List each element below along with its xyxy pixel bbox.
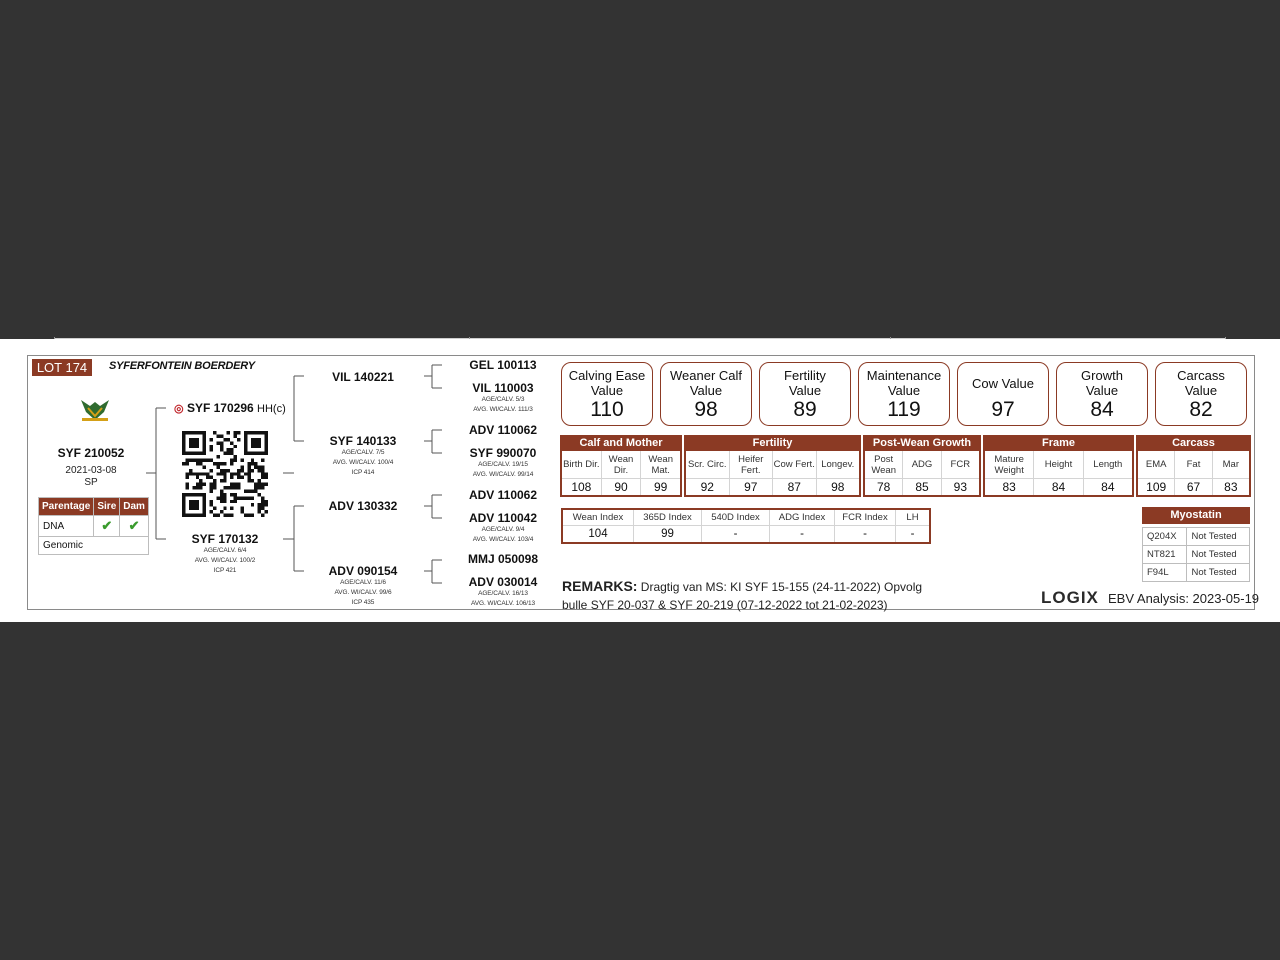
calf-mother-table	[560, 451, 682, 497]
index-cell: ADG Index -	[770, 510, 835, 542]
dam-avg-wi: AVG. WI/CALV. 100/2	[194, 557, 256, 564]
ebv-cell: Longev. 98	[817, 451, 860, 495]
carcass-value-box: Carcass Value 82	[1155, 362, 1247, 426]
check-icon: ✔	[94, 516, 120, 537]
ebv-cell: EMA 109	[1138, 451, 1175, 495]
dam-id: SYF 170132	[191, 532, 259, 546]
ggp-3: ADV 110062	[468, 423, 538, 437]
gp-dam-dam: ADV 090154	[328, 564, 398, 578]
lot-number: LOT 174	[32, 359, 92, 376]
post-wean-growth-table	[863, 451, 981, 497]
ebv-cell: Heifer Fert. 97	[730, 451, 774, 495]
group-header-frame: Frame	[983, 435, 1134, 451]
value-number: 82	[1189, 398, 1213, 421]
dna-label: DNA	[39, 516, 94, 537]
ebv-cell: ADG 85	[903, 451, 941, 495]
ggp-2: VIL 110003	[472, 381, 534, 395]
dam-age-calv: AGE/CALV. 6/4	[203, 547, 247, 554]
value-number: 84	[1090, 398, 1114, 421]
parentage-header: Parentage	[39, 498, 94, 516]
sire-header: Sire	[94, 498, 120, 516]
myostatin-table	[1142, 527, 1250, 582]
ebv-cell: FCR 93	[942, 451, 979, 495]
ggp-2-avg: AVG. WI/CALV. 111/3	[473, 406, 533, 413]
ggp-6-avg: AVG. WI/CALV. 103/4	[472, 536, 534, 543]
ebv-cell: Birth Dir. 108	[562, 451, 602, 495]
index-table	[561, 508, 931, 544]
ebv-cell: Mar 83	[1213, 451, 1249, 495]
fertility-value-box: Fertility Value 89	[759, 362, 851, 426]
ggp-6-age: AGE/CALV. 9/4	[481, 526, 525, 533]
index-cell: FCR Index -	[835, 510, 896, 542]
qr-code-icon[interactable]	[182, 431, 268, 517]
myostatin-header: Myostatin	[1142, 507, 1250, 524]
ebv-cell: Mature Weight 83	[985, 451, 1034, 495]
parentage-table	[38, 497, 149, 555]
table-row: Q204X Not Tested	[1143, 528, 1250, 546]
gp-sire-dam: SYF 140133	[329, 434, 397, 448]
dam-header: Dam	[120, 498, 149, 516]
remarks	[562, 577, 937, 614]
ebv-cell: Cow Fert. 87	[773, 451, 817, 495]
ggp-8-age: AGE/CALV. 16/13	[478, 590, 528, 597]
gp-dam-dam-age: AGE/CALV. 11/6	[340, 579, 386, 586]
ebv-cell: Wean Dir. 90	[602, 451, 642, 495]
ebv-cell: Fat 67	[1175, 451, 1212, 495]
gp-dam-dam-icp: ICP 435	[351, 599, 375, 606]
table-row: NT821 Not Tested	[1143, 546, 1250, 564]
carcass-table	[1136, 451, 1251, 497]
animal-type: SP	[84, 477, 98, 488]
group-header-carcass: Carcass	[1136, 435, 1251, 451]
index-cell: 540D Index -	[702, 510, 770, 542]
ebv-analysis-date: EBV Analysis: 2023-05-19	[1108, 591, 1260, 606]
ggp-4: SYF 990070	[469, 446, 537, 460]
sire-id: ◎ SYF 170296 HH(c)	[174, 401, 286, 415]
value-number: 89	[793, 398, 817, 421]
calving-ease-value-box: Calving Ease Value 110	[561, 362, 653, 426]
ebv-cell: Wean Mat. 99	[641, 451, 680, 495]
value-number: 119	[887, 398, 921, 421]
dam-icp: ICP 421	[213, 567, 237, 574]
group-header-calf-mother: Calf and Mother	[560, 435, 682, 451]
gp-sire-dam-age: AGE/CALV. 7/5	[341, 449, 385, 456]
index-cell: LH -	[896, 510, 929, 542]
ggp-5: ADV 110062	[468, 488, 538, 502]
frame-table	[983, 451, 1134, 497]
ggp-1: GEL 100113	[469, 358, 537, 372]
ggp-7: MMJ 050098	[467, 552, 539, 566]
index-cell: Wean Index 104	[563, 510, 634, 542]
gp-dam-dam-avg: AVG. WI/CALV. 99/6	[334, 589, 392, 596]
lot-card	[27, 355, 1260, 612]
remarks-text: Dragtig van MS: KI SYF 15-155 (24-11-2022) Opvolg bulle SYF 20-037 & SYF 20-219 (07-12-2022 tot 21-02-2023)	[562, 580, 923, 612]
index-cell: 365D Index 99	[634, 510, 702, 542]
table-row: F94L Not Tested	[1143, 564, 1250, 582]
ggp-4-age: AGE/CALV. 19/15	[478, 461, 528, 468]
check-icon: ✔	[120, 516, 149, 537]
fertility-table	[684, 451, 861, 497]
ebv-cell: Post Wean 78	[865, 451, 903, 495]
gp-sire-dam-icp: ICP 414	[351, 469, 375, 476]
ebv-cell: Length 84	[1084, 451, 1132, 495]
ebv-cell: Height 84	[1034, 451, 1083, 495]
farm-name: SYFERFONTEIN BOERDERY	[109, 360, 255, 372]
target-icon: ◎	[174, 403, 184, 415]
remarks-label: REMARKS:	[562, 578, 638, 594]
group-header-fertility: Fertility	[684, 435, 861, 451]
weaner-calf-value-box: Weaner Calf Value 98	[660, 362, 752, 426]
value-number: 98	[694, 398, 718, 421]
ggp-4-avg: AVG. WI/CALV. 99/14	[472, 471, 534, 478]
genomic-label: Genomic	[39, 537, 149, 555]
value-number: 97	[991, 398, 1015, 421]
ggp-6: ADV 110042	[468, 511, 538, 525]
animal-dob: 2021-03-08	[65, 465, 117, 476]
gp-sire-dam-avg: AVG. WI/CALV. 100/4	[332, 459, 394, 466]
ggp-8: ADV 030014	[468, 575, 538, 589]
group-header-post-wean-growth: Post-Wean Growth	[863, 435, 981, 451]
gp-dam-sire: ADV 130332	[328, 499, 398, 513]
growth-value-box: Growth Value 84	[1056, 362, 1148, 426]
maintenance-value-box: Maintenance Value 119	[858, 362, 950, 426]
ggp-2-age: AGE/CALV. 5/3	[481, 396, 525, 403]
cow-value-box: Cow Value 97	[957, 362, 1049, 426]
ggp-8-avg: AVG. WI/CALV. 106/13	[471, 600, 535, 607]
stud-logo-icon	[78, 396, 112, 424]
logix-logo	[1041, 588, 1099, 608]
brand-name: LOGIX	[1041, 588, 1099, 607]
animal-id: SYF 210052	[57, 446, 125, 460]
ebv-cell: Scr. Circ. 92	[686, 451, 730, 495]
value-number: 110	[590, 398, 624, 421]
gp-sire-sire: VIL 140221	[332, 370, 394, 384]
lot-sheet	[0, 339, 1280, 622]
